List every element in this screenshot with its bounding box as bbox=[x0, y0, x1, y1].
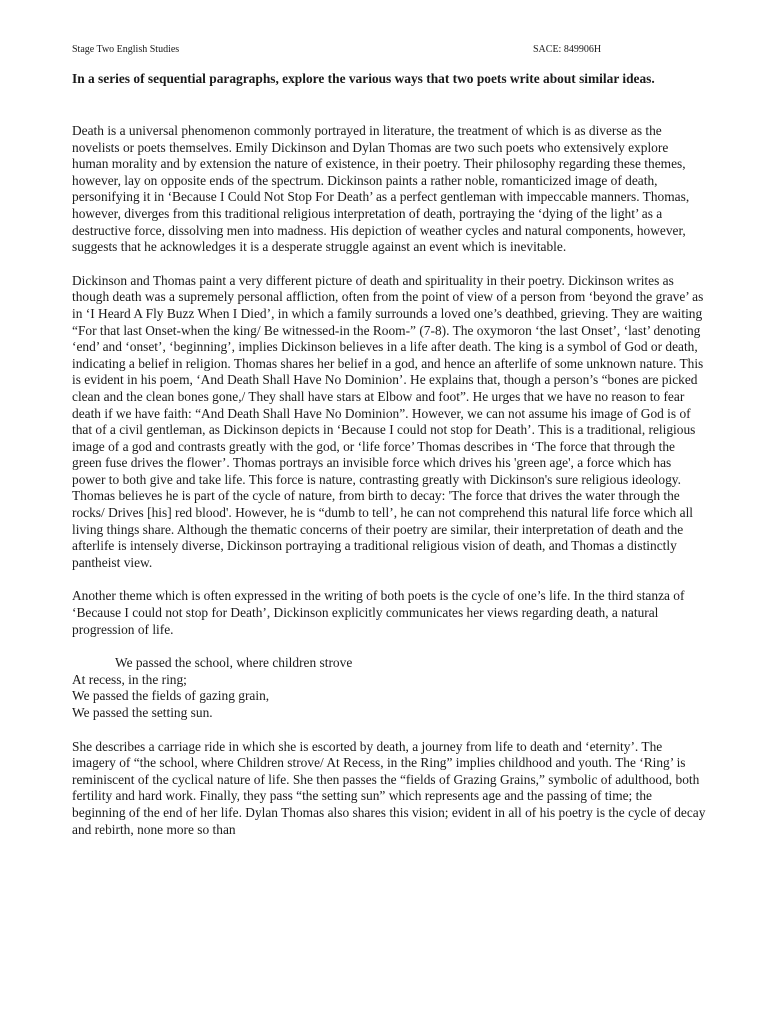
poem-line: At recess, in the ring; bbox=[72, 671, 187, 687]
essay-prompt: In a series of sequential paragraphs, explore the various ways that two poets write about similar ideas. bbox=[72, 71, 655, 86]
poem-quote bbox=[72, 655, 708, 721]
student-id: SACE: 849906H bbox=[533, 44, 602, 55]
paragraph-carriage-ride: She describes a carriage ride in which she is escorted by death, a journey from life to death and ‘eternity’. The imagery of “the school, where Children strove/ At Recess, in the Ring” implies childhood and youth. The ‘Ring’ is reminiscent of the cyclical nature of life. She then passes the “fields of Grazing Grains,” symbolic of adulthood, both fertility and hard work. Finally, they pass “the setting sun” which represents age and the passing of time; the beginning of the end of her life. Dylan Thomas also shares this vision; evident in all of his poetry is the cycle of decay and rebirth, none more so than bbox=[72, 738, 706, 837]
paragraph-life-cycle: Another theme which is often expressed in the writing of both poets is the cycle of one’s life. In the third stanza of ‘Because I could not stop for Death’, Dickinson explicitly communicates her views regarding death, a natural progression of life. bbox=[72, 588, 685, 637]
page-header bbox=[72, 44, 696, 58]
course-title: Stage Two English Studies bbox=[72, 44, 180, 55]
paragraph-spirituality: Dickinson and Thomas paint a very different picture of death and spirituality in their poetry. Dickinson writes as though death was a supremely personal affliction, often from the point of view of a person from ‘beyond the grave’ as in ‘I Heard A Fly Buzz When I Died’, in which a family surrounds a loved one’s deathbed, grieving. They are waiting “For that last Onset-when the king/ Be witnessed-in the Room-” (7-8). The oxymoron ‘the last Onset’, ‘last’ denoting ‘end’ and ‘onset’, ‘beginning’, implies Dickinson believes in a life after death. The king is a symbol of God or death, indicating a belief in religion. Thomas shares her belief in a god, and hence an afterlife of some unknown nature. This is evident in his poem, ‘And Death Shall Have No Dominion’. He explains that, though a person’s “bones are picked clean and the clean bones gone,/ They shall have stars at Elbow and foot”. He urges that we have no reason to fear death if we have faith: “And Death Shall Have No Dominion”. However, we can not assume his image of God is of that of a civil gentleman, as Dickinson depicts in ‘Because I could not stop for Death’. This is a traditional, religious image of a god and contrasts greatly with the god, or ‘life force’ Thomas describes in ‘The force that through the green fuse drives the flower’. Thomas portrays an invisible force which drives his 'green age', a force which has power to both give and take life. This force is nature, contrasting greatly with Dickinson's sure religious ideology. Thomas believes he is part of the cycle of nature, from birth to decay: 'The force that drives the water through the rocks/ Drives [his] red blood'. However, he is “dumb to tell’, he can not comprehend this natural life force which all living things share. Although the thematic concerns of their poetry are similar, their interpretation of death and the afterlife is intensely diverse, Dickinson portraying a traditional religious vision of death, and Thomas a distinctly pantheist view. bbox=[72, 272, 704, 570]
poem-line: We passed the school, where children strove bbox=[115, 655, 353, 671]
poem-line: We passed the setting sun. bbox=[72, 705, 213, 720]
paragraph-intro: Death is a universal phenomenon commonly portrayed in literature, the treatment of which is as diverse as the novelists or poets themselves. Emily Dickinson and Dylan Thomas are two such poets who extensively explore human morality and by extension the nature of existence, in their poetry. Their philosophy regarding these themes, however, lay on opposite ends of the spectrum. Dickinson paints a rather noble, romanticized image of death, personifying it in ‘Because I Could Not Stop For Death’ as a perfect gentleman with impeccable manners. Thomas, however, diverges from this traditional religious interpretation of death, portraying the ‘dying of the light’ as a destructive force, dissolving men into madness. His depiction of weather cycles and natural components, however, suggests that he acknowledges it is a desperate struggle against an event which is inevitable. bbox=[72, 123, 690, 255]
poem-line: We passed the fields of gazing grain, bbox=[72, 688, 270, 704]
essay-body bbox=[72, 123, 708, 855]
